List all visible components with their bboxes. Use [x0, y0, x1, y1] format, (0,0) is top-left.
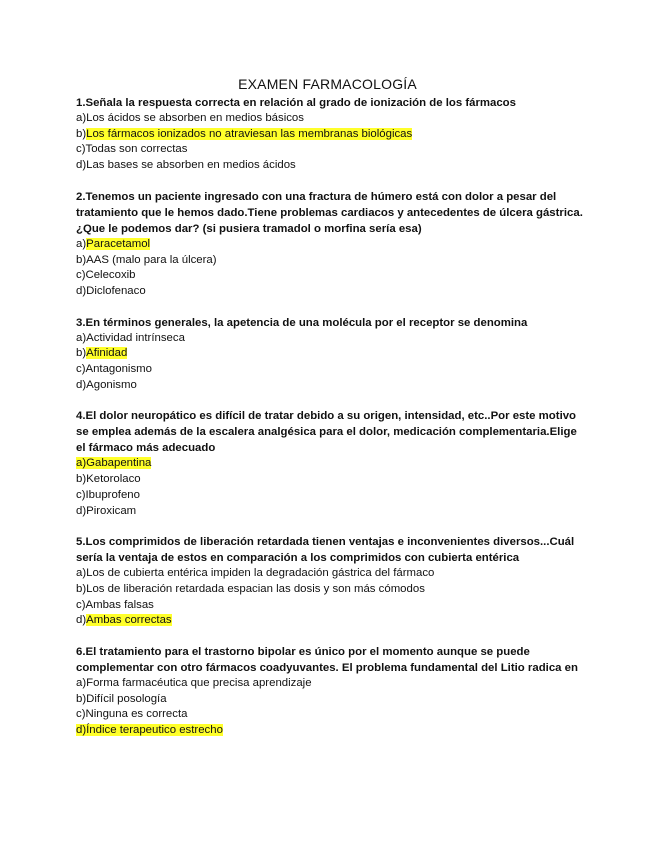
answer-option-c [76, 598, 588, 614]
option-prefix: b) [76, 127, 87, 140]
option-text: Difícil posología [86, 692, 167, 705]
highlighted-answer [76, 724, 223, 736]
answer-option-b [76, 127, 588, 143]
option-text: AAS (malo para la úlcera) [86, 253, 217, 266]
answer-option-a [76, 566, 588, 582]
question-text: 5.Los comprimidos de liberación retardada tienen ventajas e inconvenientes diversos...Cuál sería la ventaja de estos en comparación a los comprimidos con cubierta entérica [76, 536, 575, 565]
option-text: Todas son correctas [85, 143, 188, 156]
highlighted-answer: Ambas correctas [86, 614, 172, 627]
option-text: Ambas falsas [85, 598, 154, 611]
option-prefix: d) [76, 614, 87, 627]
question-text: 3.En términos generales, la apetencia de una molécula por el receptor se denomina [76, 316, 528, 329]
answer-option-d [76, 504, 588, 520]
option-text: Los de cubierta entérica impiden la degradación gástrica del fármaco [86, 567, 435, 580]
option-text: Las bases se absorben en medios ácidos [86, 159, 296, 172]
option-prefix: c) [76, 708, 86, 721]
answer-option-b [76, 346, 588, 362]
option-text: Los ácidos se absorben en medios básicos [86, 112, 304, 124]
highlighted-answer: Paracetamol [86, 237, 151, 250]
option-prefix: a) [76, 457, 87, 470]
option-text: Ketorolaco [86, 473, 141, 486]
highlighted-answer: Los fármacos ionizados no atraviesan las membranas biológicas [86, 127, 413, 140]
option-text: Gabapentina [86, 457, 152, 470]
option-prefix: a) [76, 112, 87, 124]
option-prefix: d) [76, 284, 87, 297]
answer-option-c [76, 142, 588, 158]
answer-option-b [76, 472, 588, 488]
answer-option-c [76, 488, 588, 504]
answer-option-d [76, 284, 588, 300]
option-prefix: b) [76, 582, 87, 595]
option-text: Celecoxib [85, 269, 136, 282]
option-prefix: c) [76, 269, 86, 282]
answer-option-d [76, 613, 588, 629]
question-text: 4.El dolor neuropático es difícil de tratar debido a su origen, intensidad, etc..Por este motivo se emplea además de la escalera analgésica para el dolor, medicación complementaria.Elige el fármaco más adecuado [76, 410, 577, 455]
answer-option-a [76, 237, 588, 253]
option-prefix: d) [76, 378, 87, 391]
option-text: Piroxicam [86, 504, 137, 517]
question-1 [76, 95, 588, 174]
answer-option-a [76, 331, 588, 347]
option-text: Ninguna es correcta [85, 708, 188, 721]
questions-list [76, 95, 588, 754]
option-text: Antagonismo [85, 363, 152, 376]
option-prefix: c) [76, 598, 86, 611]
option-prefix: b) [76, 347, 87, 360]
page-title: EXAMEN FARMACOLOGÍA [238, 76, 417, 92]
question-text: 6.El tratamiento para el trastorno bipolar es único por el momento aunque se puede complementar con otro fármacos coadyuvantes. El problema fundamental del Litio radica en [76, 646, 578, 675]
option-text: Diclofenaco [86, 284, 146, 297]
answer-option-b [76, 582, 588, 598]
option-prefix: c) [76, 363, 86, 376]
answer-option-b [76, 692, 588, 708]
option-text: Agonismo [86, 378, 137, 391]
question-text: 2.Tenemos un paciente ingresado con una fractura de húmero está con dolor a pesar del tratamiento que le hemos dado.Tiene problemas cardiacos y antecedentes de úlcera gástrica.¿Que le podemos dar? (si pusiera tramadol o morfina sería esa) [76, 190, 583, 235]
highlighted-answer: Afinidad [86, 347, 128, 360]
option-prefix: b) [76, 473, 87, 486]
answer-option-a [76, 456, 588, 472]
question-3 [76, 315, 588, 394]
option-prefix: b) [76, 253, 87, 266]
option-prefix: a) [76, 567, 87, 580]
option-text: Ibuprofeno [85, 488, 140, 501]
answer-option-c [76, 707, 588, 723]
option-prefix: a) [76, 331, 87, 344]
answer-option-d [76, 723, 588, 739]
option-prefix: d) [76, 724, 87, 737]
option-text: Índice terapeutico estrecho [86, 724, 223, 737]
question-5 [76, 534, 588, 629]
question-4 [76, 408, 588, 519]
answer-option-d [76, 378, 588, 394]
answer-option-c [76, 268, 588, 284]
answer-option-b [76, 253, 588, 269]
option-text: Forma farmacéutica que precisa aprendizaje [86, 677, 312, 690]
option-prefix: c) [76, 143, 86, 156]
option-prefix: a) [76, 677, 87, 690]
answer-option-c [76, 362, 588, 378]
option-prefix: d) [76, 504, 87, 517]
question-2 [76, 189, 588, 300]
highlighted-answer [76, 457, 151, 469]
option-prefix: c) [76, 488, 86, 501]
option-text: Actividad intrínseca [86, 331, 185, 344]
option-prefix: d) [76, 159, 87, 172]
question-6 [76, 644, 588, 739]
question-text: 1.Señala la respuesta correcta en relación al grado de ionización de los fármacos [76, 97, 516, 109]
answer-option-a [76, 676, 588, 692]
option-prefix: a) [76, 237, 87, 250]
option-text: Los de liberación retardada espacian las dosis y son más cómodos [86, 582, 425, 595]
answer-option-d [76, 158, 588, 174]
answer-option-a [76, 111, 588, 127]
option-prefix: b) [76, 692, 87, 705]
